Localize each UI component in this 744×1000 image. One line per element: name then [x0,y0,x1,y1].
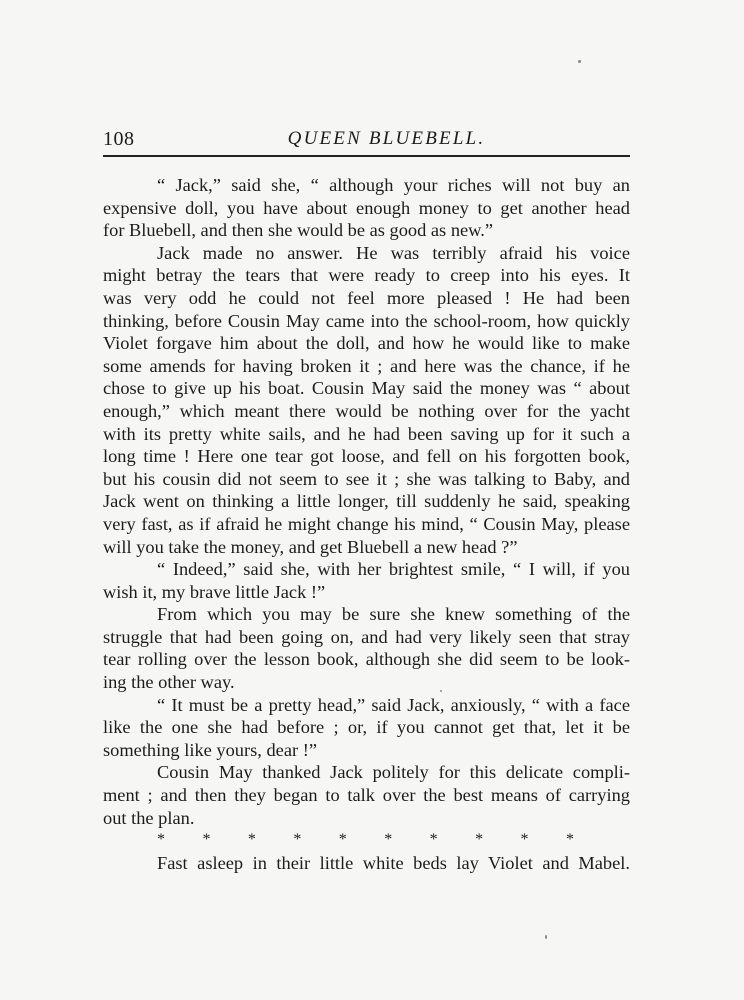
separator-asterisk: * [157,831,165,849]
text-line: Fast asleep in their little white beds lay Violet and Mabel. [157,852,630,873]
paper-speck [578,60,581,63]
text-line: Violet forgave him about the doll, and how he would like to make [103,333,630,354]
text-line: Jack made no answer. He was terribly afraid his voice [157,242,630,263]
text-line: some amends for having broken it ; and here was the chance, if he [103,355,630,376]
text-line: ing the other way. [103,672,235,693]
text-line: struggle that had been going on, and had very likely seen that stray [103,626,630,647]
text-line: long time ! Here one tear got loose, and fell on his forgotten book, [103,446,630,467]
text-line: “ Jack,” said she, “ although your riches will not buy an [157,175,630,195]
text-line: From which you may be sure she knew something of the [157,604,630,625]
text-line: wish it, my brave little Jack !” [103,581,326,602]
text-line: “ Indeed,” said she, with her brightest smile, “ I will, if you [157,559,630,580]
text-line: with its pretty white sails, and he had been saving up for it such a [103,423,630,444]
separator-asterisk: * [247,831,256,849]
separator-asterisk: * [202,831,211,849]
text-line: out the plan. [103,807,195,828]
text-line: Cousin May thanked Jack politely for this delicate compli- [157,762,630,783]
text-line: was very odd he could not feel more pleased ! He had been [103,287,630,308]
text-line: “ It must be a pretty head,” said Jack, anxiously, “ with a face [157,694,630,715]
text-line: will you take the money, and get Bluebell a new head ?” [103,536,518,557]
header-rule [103,155,630,157]
text-line: might betray the tears that were ready to creep into his eyes. It [103,265,630,286]
page-number: 108 [103,128,135,150]
text-line: Jack went on thinking a little longer, till suddenly he said, speaking [103,491,630,512]
paper-speck [545,935,547,939]
text-line: for Bluebell, and then she would be as good as new.” [103,220,494,241]
separator-asterisk: * [520,831,529,849]
paper-speck [440,690,442,692]
text-line: enough,” which meant there would be nothing over for the yacht [103,400,630,421]
text-line: expensive doll, you have about enough money to get another head [103,197,630,218]
running-title: QUEEN BLUEBELL. [287,128,486,149]
separator-asterisk: * [338,831,347,849]
separator-asterisk: * [565,831,574,849]
text-line: ment ; and then they began to talk over the best means of carrying [103,785,630,806]
page-body [103,174,630,874]
page-header [103,128,630,156]
text-line: thinking, before Cousin May came into the school-room, how quickly [103,310,630,331]
text-line: chose to give up his boat. Cousin May said the money was “ about [103,378,630,399]
separator-asterisk: * [475,831,484,849]
text-line: tear rolling over the lesson book, although she did seem to be look- [103,649,630,670]
text-line: like the one she had before ; or, if you cannot get that, let it be [103,717,630,738]
text-line: very fast, as if afraid he might change his mind, “ Cousin May, please [103,513,630,534]
separator-asterisk: * [384,831,393,849]
text-line: something like yours, dear !” [103,739,317,760]
section-separator [103,829,630,852]
text-line: but his cousin did not seem to see it ; she was talking to Baby, and [103,468,630,489]
separator-asterisk: * [293,831,302,849]
separator-asterisk: * [429,831,438,849]
